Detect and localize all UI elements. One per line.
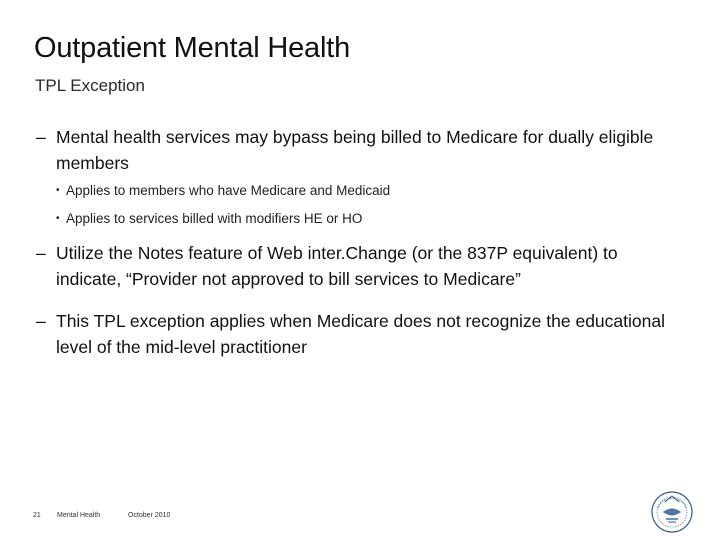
footer-section: Mental Health [57,512,101,519]
footer-date: October 2010 [128,512,171,519]
bullet-text: Utilize the Notes feature of Web inter.Change (or the 837P equivalent) to indicate, “Provider not approved to bill services to Medicare” [56,243,618,289]
bullet-item [36,124,686,176]
dash-marker: – [36,127,46,147]
bullet-item [36,240,686,292]
dot-marker: • [56,185,60,196]
bullet-text: Mental health services may bypass being billed to Medicare for dually eligible members [56,127,654,173]
slide-body [36,124,686,360]
page-number: 21 [33,512,41,519]
dash-marker: – [36,311,46,331]
dot-marker: • [56,213,60,224]
dash-marker: – [36,243,46,263]
sub-bullet-item [56,182,686,200]
sub-bullet-list [56,182,686,228]
slide-subtitle: TPL Exception [35,76,145,95]
sub-bullet-text: Applies to members who have Medicare and Medicaid [66,183,391,198]
bullet-text: This TPL exception applies when Medicare does not recognize the educational level of the mid-level practitioner [56,311,665,357]
sub-bullet-text: Applies to services billed with modifiers HE or HO [66,211,363,226]
dhs-seal-logo-icon [648,488,696,536]
slide-title: Outpatient Mental Health [34,32,350,64]
sub-bullet-item [56,210,686,228]
bullet-item [36,308,686,360]
slide-footer [0,512,720,526]
